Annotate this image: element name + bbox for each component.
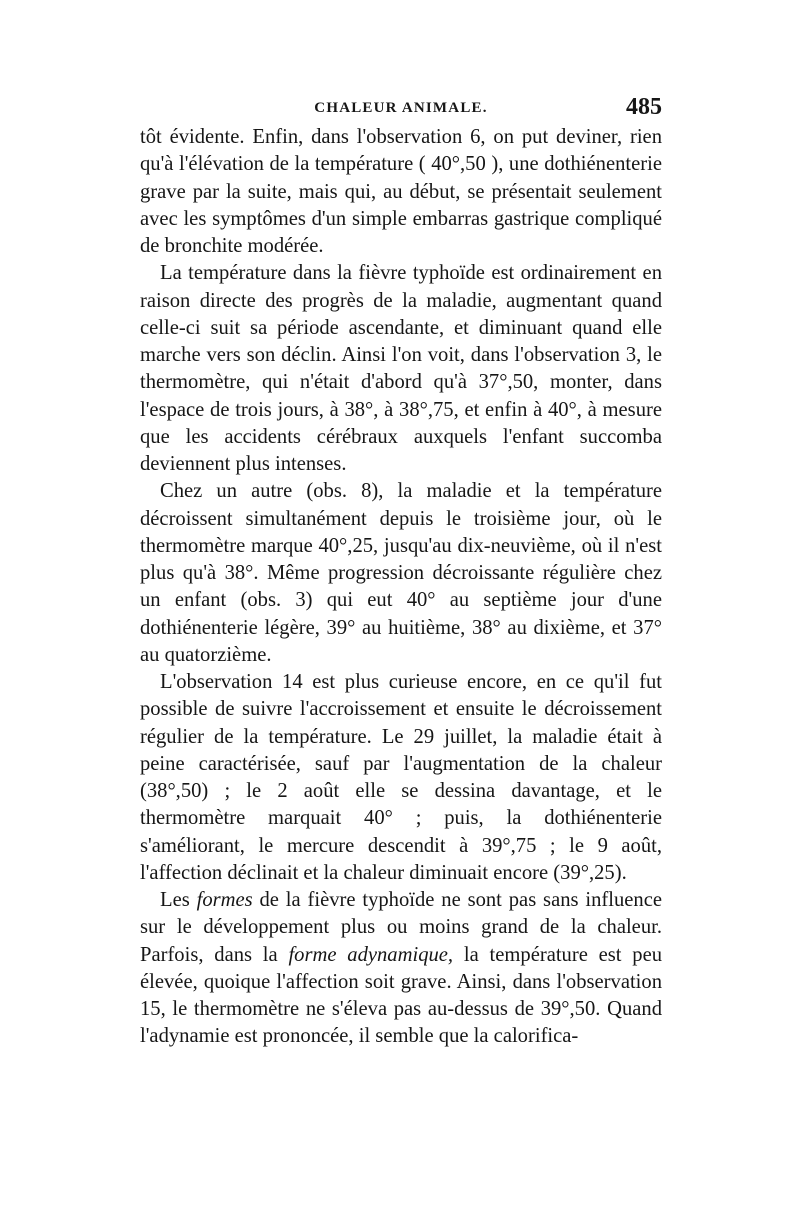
paragraph-5-text-3: la température est peu élevée, quoique l'affection soit grave. Ainsi, dans l'observation 15, le thermomètre ne s'éleva pas au-dessus de 39°,50. Quand l'adynamie est prononcée, il semble que la calorifica- — [140, 943, 663, 1048]
paragraph-5-text-1: Les — [160, 889, 197, 911]
paragraph-3: Chez un autre (obs. 8), la maladie et la température décroissent simultanément depuis le troisième jour, où le thermomètre marque 40°,25, jusqu'au dix-neuvième, où il n'est plus qu'à 38°. Même progression décroissante régulière chez un enfant (obs. 3) qui eut 40° au septième jour d'une dothiénenterie légère, 39° au huitième, 38° au dixième, et 37° au quatorzième. — [140, 480, 662, 666]
paragraph-2: La température dans la fièvre typhoïde est ordinairement en raison directe des progrès de la maladie, augmentant quand celle-ci suit sa période ascendante, et diminuant quand elle marche vers son déclin. Ainsi l'on voit, dans l'observation 3, le thermomètre, qui n'était d'abord qu'à 37°,50, monter, dans l'espace de trois jours, à 38°, à 38°,75, et enfin à 40°, à mesure que les accidents cérébraux auxquels l'enfant succomba deviennent plus intenses. — [140, 262, 662, 475]
running-title: CHALEUR ANIMALE. — [314, 100, 488, 116]
paragraph-1: tôt évidente. Enfin, dans l'observation 6, on put deviner, rien qu'à l'élévation de la température ( 40°,50 ), une dothiénenterie grave par la suite, mais qui, au début, se présentait seulement avec les symptômes d'un simple embarras gastrique compliqué de bronchite modérée. — [140, 126, 662, 257]
body-text — [140, 124, 662, 1051]
paragraph-5 — [140, 887, 662, 1051]
paragraph-5-italic-2: forme adynamique, — [288, 943, 454, 966]
page-number: 485 — [626, 94, 662, 120]
paragraph-5-text-2: de la fièvre typhoïde ne sont pas sans influence sur le développement plus ou moins grand de la chaleur. Parfois, dans la — [140, 889, 662, 966]
paragraph-4: L'observation 14 est plus curieuse encore, en ce qu'il fut possible de suivre l'accroissement et ensuite le décroissement régulier de la température. Le 29 juillet, la maladie était à peine caractérisée, sauf par l'augmentation de la chaleur (38°,50) ; le 2 août elle se dessina davantage, et le thermomètre marquait 40° ; puis, la dothiénenterie s'améliorant, le mercure descendit à 39°,75 ; le 9 août, l'affection déclinait et la chaleur diminuait encore (39°,25). — [140, 671, 662, 884]
paragraph-5-italic-1: formes — [196, 889, 253, 911]
running-head — [140, 92, 662, 122]
